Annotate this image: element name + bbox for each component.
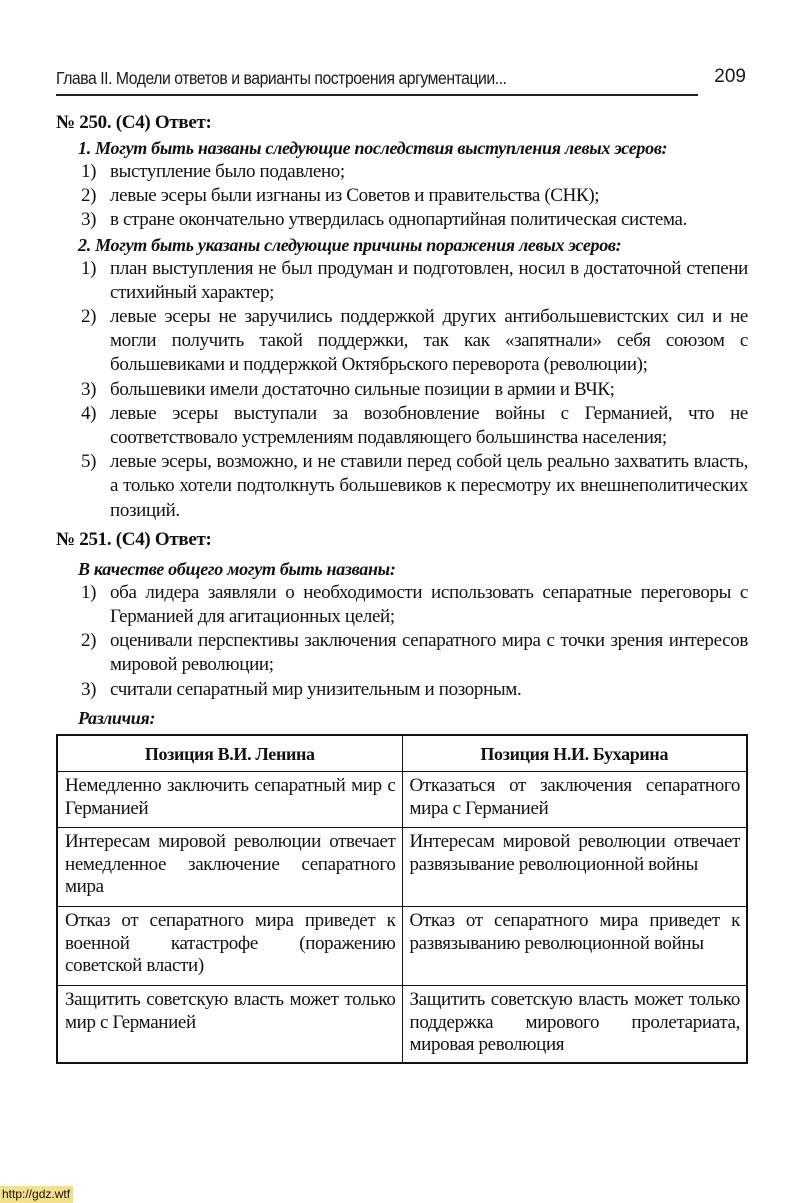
item-text: левые эсеры не заручились поддержкой других антибольшевистских сил и не могли получить такой поддержки, так как «запятнали» себя союзом с большевиками и поддержкой Октябрьского переворота (революции); bbox=[110, 306, 748, 376]
list-item bbox=[56, 629, 748, 677]
table-cell-lenin: Отказ от сепаратного мира приведет к военной катастрофе (поражению советской власти) bbox=[57, 907, 402, 986]
list-item bbox=[56, 160, 748, 184]
table-cell-lenin: Немедленно заключить сепаратный мир с Германией bbox=[57, 772, 402, 828]
table-cell-bukharin: Интересам мировой революции отвечает развязывание революционной войны bbox=[402, 828, 747, 907]
list-item bbox=[56, 208, 748, 232]
list-item bbox=[56, 257, 748, 305]
page-content bbox=[56, 110, 748, 1064]
differences-table bbox=[56, 734, 748, 1065]
task-251 bbox=[56, 527, 748, 1065]
item-text: левые эсеры выступали за возобновление войны с Германией, что не соответствовало устремлениям подавляющего большинства населения; bbox=[110, 402, 748, 449]
list-item bbox=[56, 402, 748, 450]
item-text: считали сепаратный мир унизительным и позорным. bbox=[110, 678, 522, 700]
item-number: 1) bbox=[81, 257, 97, 279]
item-text: левые эсеры были изгнаны из Советов и правительства (СНК); bbox=[110, 185, 600, 207]
table-cell-lenin: Интересам мировой революции отвечает немедленное заключение сепаратного мира bbox=[57, 828, 402, 907]
table-row bbox=[57, 907, 747, 986]
column-header-bukharin: Позиция Н.И. Бухарина bbox=[402, 735, 747, 772]
item-text: план выступления не был продуман и подготовлен, носил в достаточной степени стихийный характер; bbox=[110, 257, 748, 303]
table-cell-bukharin: Отказ от сепаратного мира приведет к развязыванию революционной войны bbox=[402, 907, 747, 986]
task-250-causes-list bbox=[56, 257, 748, 523]
column-header-lenin: Позиция В.И. Ленина bbox=[57, 735, 402, 772]
item-text: выступление было подавлено; bbox=[110, 161, 345, 182]
running-header bbox=[56, 66, 746, 94]
watermark-link[interactable]: http://gdz.wtf bbox=[0, 1186, 73, 1203]
item-number: 5) bbox=[81, 451, 97, 473]
page-number: 209 bbox=[714, 66, 746, 87]
table-row bbox=[57, 772, 747, 828]
item-number: 2) bbox=[81, 185, 97, 207]
list-item bbox=[56, 184, 748, 208]
task-250-consequences-list bbox=[56, 160, 748, 233]
task-250-part2-heading: 2. Могут быть указаны следующие причины поражения левых эсеров: bbox=[78, 234, 622, 255]
task-250 bbox=[56, 110, 748, 523]
item-number: 1) bbox=[81, 581, 97, 603]
item-text: левые эсеры, возможно, и не ставили перед собой цель реально захватить власть, а только хотели подтолкнуть большевиков к пересмотру их внешнеполитических позиций. bbox=[110, 451, 748, 521]
table-cell-bukharin: Защитить советскую власть может только поддержка мирового пролетариата, мировая революция bbox=[402, 986, 747, 1064]
item-text: оценивали перспективы заключения сепаратного мира с точки зрения интересов мировой революции; bbox=[110, 630, 748, 676]
item-number: 1) bbox=[81, 161, 97, 182]
list-item bbox=[56, 678, 748, 702]
item-text: в стране окончательно утвердилась однопартийная политическая система. bbox=[110, 209, 688, 231]
task-251-common-list bbox=[56, 581, 748, 702]
task-251-differences-heading: Различия: bbox=[78, 707, 156, 728]
task-251-heading: № 251. (С4) Ответ: bbox=[56, 528, 212, 550]
item-number: 4) bbox=[81, 402, 97, 424]
item-number: 3) bbox=[81, 678, 97, 700]
header-rule bbox=[56, 94, 698, 96]
task-251-common-heading: В качестве общего могут быть названы: bbox=[78, 558, 396, 579]
item-text: большевики имели достаточно сильные позиции в армии и ВЧК; bbox=[110, 378, 615, 400]
table-cell-bukharin: Отказаться от заключения сепаратного мира с Германией bbox=[402, 772, 747, 828]
list-item bbox=[56, 378, 748, 402]
item-number: 3) bbox=[81, 209, 97, 231]
item-number: 3) bbox=[81, 378, 97, 400]
list-item bbox=[56, 581, 748, 629]
table-header-row bbox=[57, 735, 747, 772]
chapter-title: Глава II. Модели ответов и варианты построения аргументации... bbox=[56, 68, 507, 88]
item-number: 2) bbox=[81, 630, 97, 652]
item-text: оба лидера заявляли о необходимости использовать сепаратные переговоры с Германией для агитационных целей; bbox=[110, 581, 748, 628]
list-item bbox=[56, 450, 748, 523]
task-250-part1-heading: 1. Могут быть названы следующие последствия выступления левых эсеров: bbox=[78, 138, 668, 158]
table-cell-lenin: Защитить советскую власть может только мир с Германией bbox=[57, 986, 402, 1064]
table-row bbox=[57, 986, 747, 1064]
table-row bbox=[57, 828, 747, 907]
task-250-heading: № 250. (С4) Ответ: bbox=[56, 112, 212, 133]
item-number: 2) bbox=[81, 306, 97, 328]
list-item bbox=[56, 305, 748, 378]
